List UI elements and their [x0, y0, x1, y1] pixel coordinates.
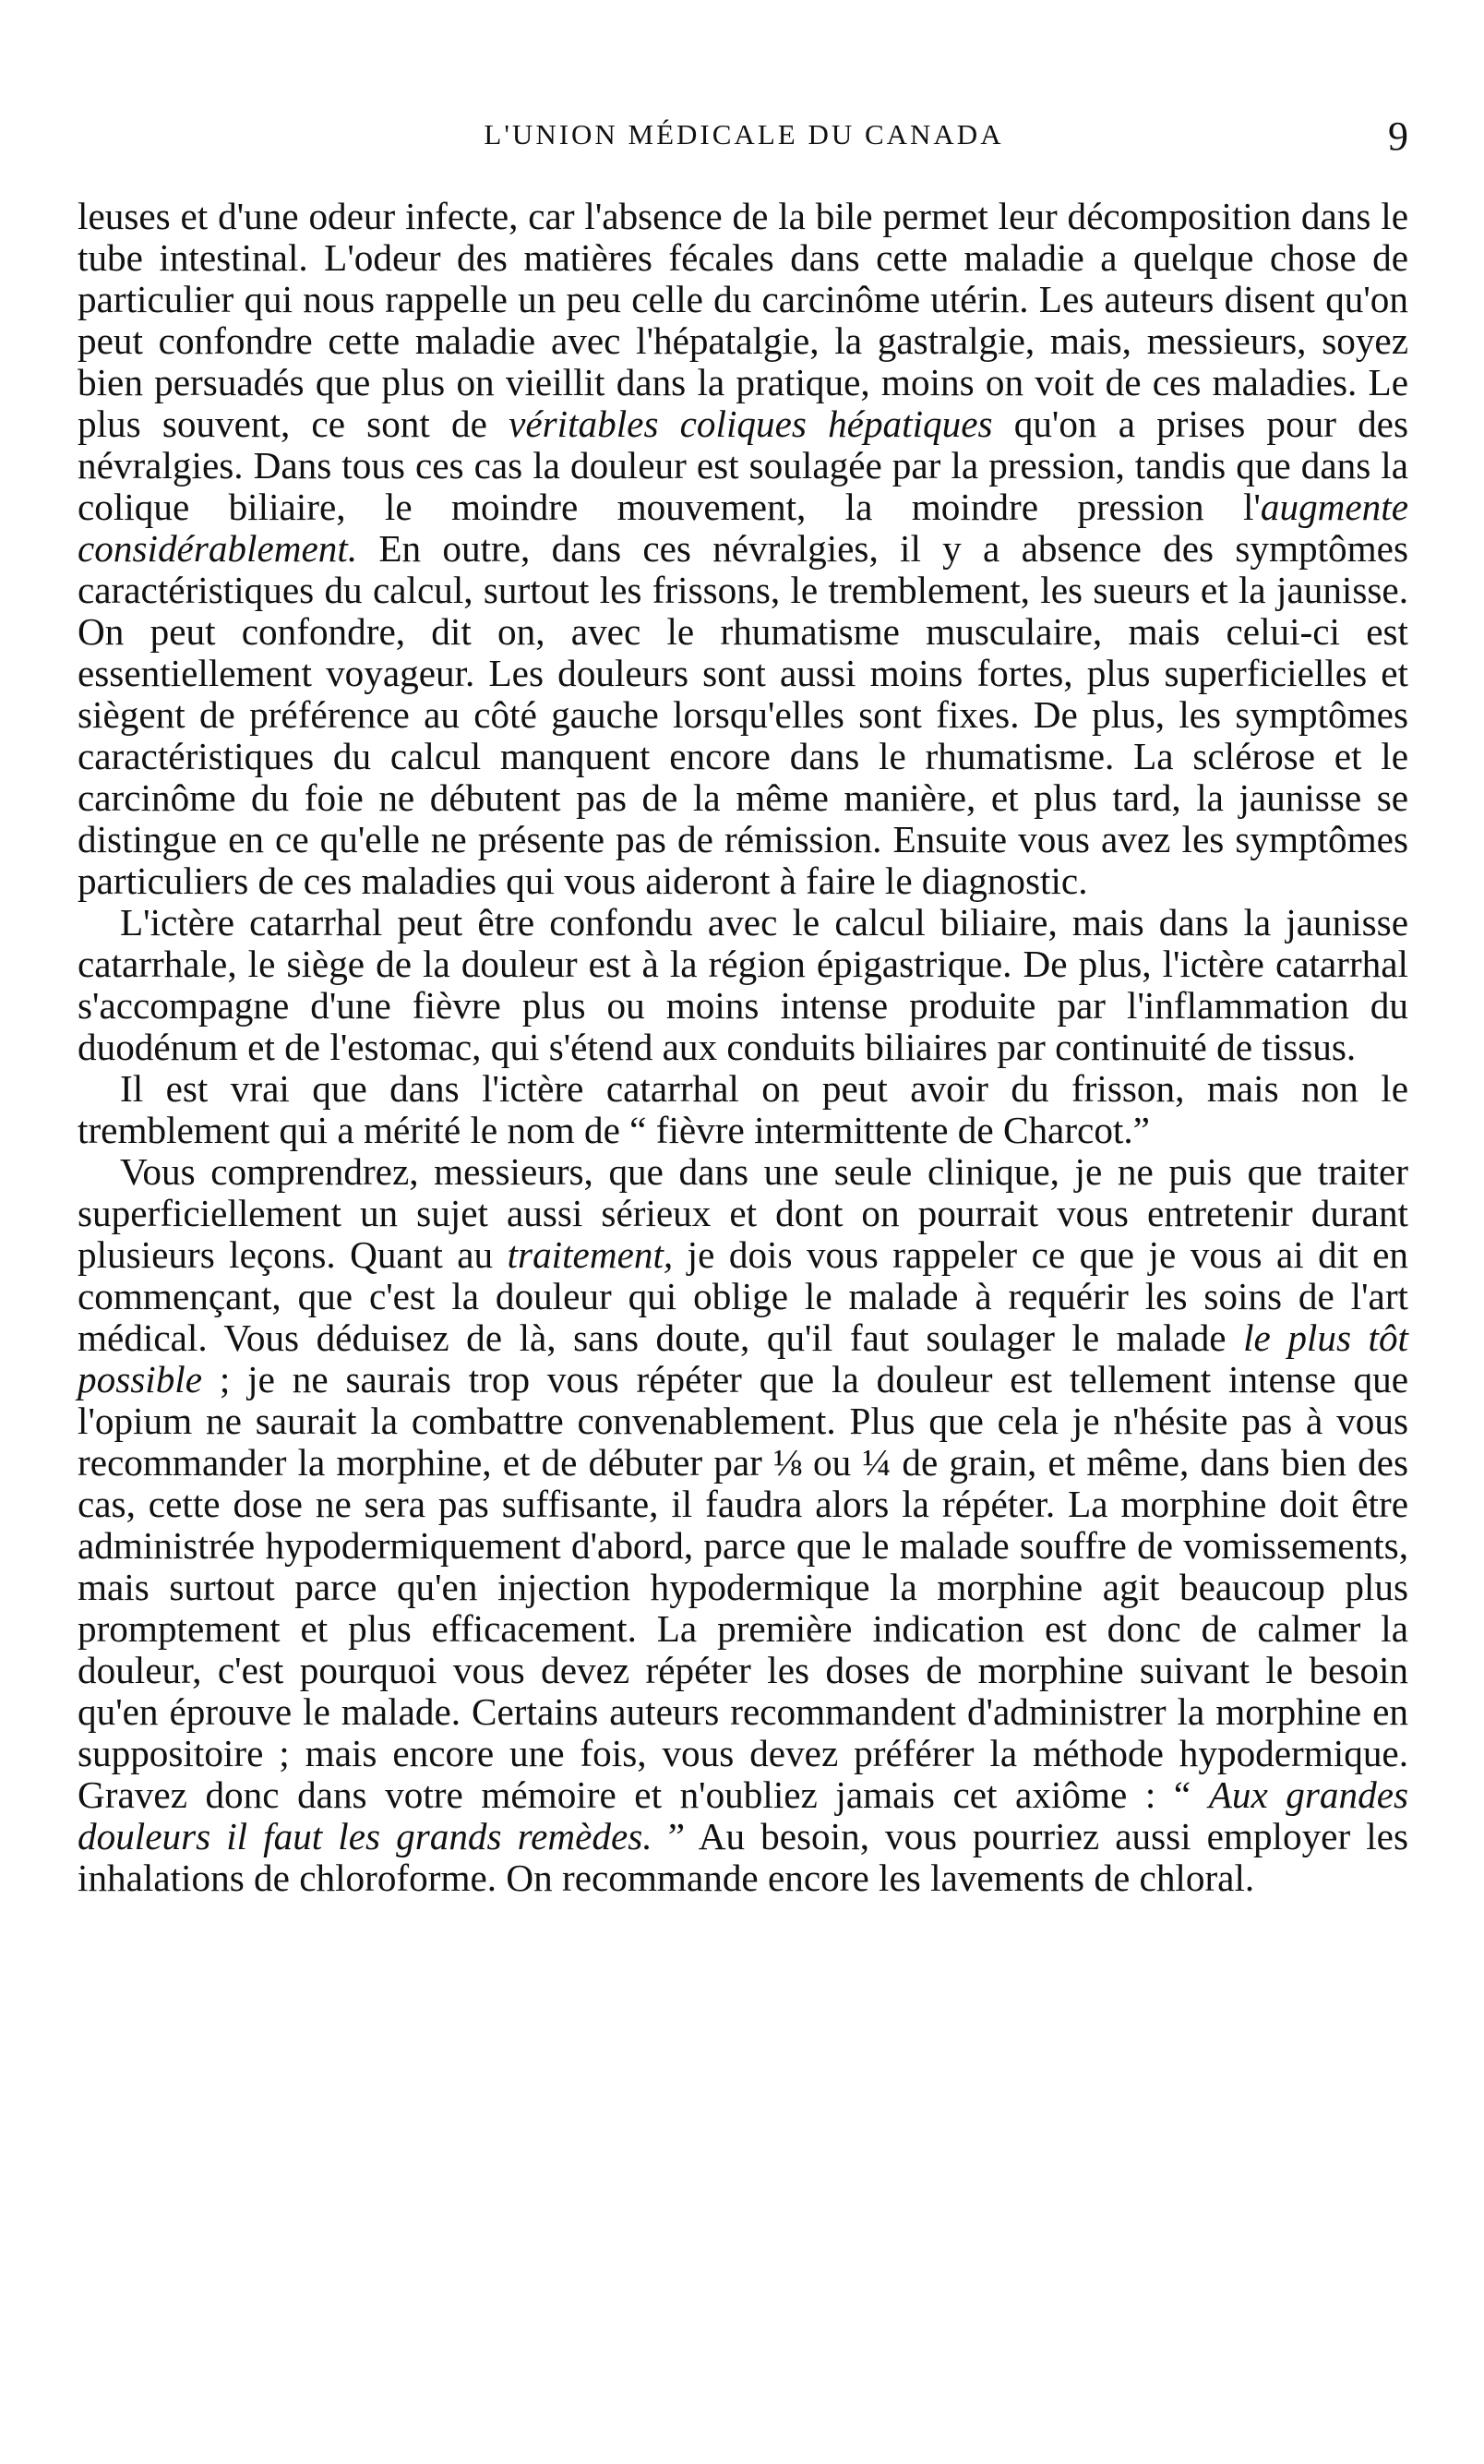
page-number: 9	[1388, 114, 1408, 159]
text-run: ; je ne saurais trop vous répéter que la douleur est tellement intense que l'opium ne saurait la combattre convenablement. Plus que cela je n'hésite pas à vous recommander la morphine, et de débuter par ⅛ ou ¼ de grain, et même, dans bien des cas, cette dose ne sera pas suffisante, il faudra alors la répéter. La morphine doit être administrée hypodermiquement d'abord, parce que le malade souffre de vomissements, mais surtout parce qu'en injection hypodermique la morphine agit beaucoup plus promptement et plus efficacement. La première indication est donc de calmer la douleur, c'est pourquoi vous devez répéter les doses de morphine suivant le besoin qu'en éprouve le malade. Certains auteurs recommandent d'administrer la morphine en suppositoire ; mais encore une fois, vous devez préférer la méthode hypodermique. Gravez donc dans votre mémoire et n'oubliez jamais cet axiôme : “	[78, 1358, 1408, 1816]
italic-run: augmente considérablement.	[78, 486, 1408, 570]
italic-run: Aux grandes douleurs il faut les grands remèdes.	[78, 1773, 1408, 1857]
text-run: En outre, dans ces névralgies, il y a absence des symptômes caractéristiques du calcul, surtout les frissons, le tremblement, les sueurs et la jaunisse. On peut confondre, dit on, avec le rhumatisme musculaire, mais celui-ci est essentiellement voyageur. Les douleurs sont aussi moins fortes, plus superficielles et siègent de préférence au côté gauche lorsqu'elles sont fixes. De plus, les symptômes caractéristiques du calcul manquent encore dans le rhumatisme. La sclérose et le carcinôme du foie ne débutent pas de la même manière, et plus tard, la jaunisse se distingue en ce qu'elle ne présente pas de rémission. Ensuite vous avez les symptômes particuliers de ces maladies qui vous aideront à faire le diagnostic.	[78, 527, 1408, 902]
italic-run: véritables coliques hépatiques	[509, 403, 993, 445]
paragraph-4	[78, 1151, 1408, 1899]
paragraph-1	[78, 196, 1408, 902]
text-run: ” Au besoin, vous pourriez aussi employer les inhalations de chloroforme. On recommande encore les lavements de chloral.	[78, 1815, 1408, 1899]
italic-run: le plus tôt possible	[78, 1316, 1408, 1400]
text-run: je dois vous rappeler ce que je vous ai dit en commençant, que c'est la douleur qui oblige le malade à requérir les soins de l'art médical. Vous déduisez de là, sans doute, qu'il faut soulager le malade	[78, 1233, 1408, 1359]
body-text	[78, 196, 1408, 1899]
running-title: L'UNION MÉDICALE DU CANADA	[484, 118, 1004, 150]
text-run: qu'on a prises pour des névralgies. Dans tous ces cas la douleur est soulagée par la pression, tandis que dans la colique biliaire, le moindre mouvement, la moindre pression l'	[78, 403, 1408, 528]
text-run: leuses et d'une odeur infecte, car l'absence de la bile permet leur décomposition dans le tube intestinal. L'odeur des matières fécales dans cette maladie a quelque chose de particulier qui nous rappelle un peu celle du carcinôme utérin. Les auteurs disent qu'on peut confondre cette maladie avec l'hépatalgie, la gastralgie, mais, messieurs, soyez bien persuadés que plus on vieillit dans la pratique, moins on voit de ces maladies. Le plus souvent, ce sont de	[78, 195, 1408, 445]
text-run: Vous comprendrez, messieurs, que dans une seule clinique, je ne puis que traiter superficiellement un sujet aussi sérieux et dont on pourrait vous entretenir durant plusieurs leçons. Quant au	[78, 1150, 1408, 1276]
page-header	[79, 114, 1408, 164]
text-run: L'ictère catarrhal peut être confondu avec le calcul biliaire, mais dans la jaunisse catarrhale, le siège de la douleur est à la région épigastrique. De plus, l'ictère catarrhal s'accompagne d'une fièvre plus ou moins intense produite par l'inflammation du duodénum et de l'estomac, qui s'étend aux conduits biliaires par continuité de tissus.	[78, 901, 1408, 1068]
paragraph-3	[78, 1068, 1408, 1151]
italic-run: traitement,	[507, 1233, 674, 1276]
text-run: Il est vrai que dans l'ictère catarrhal on peut avoir du frisson, mais non le tremblement qui a mérité le nom de “ fièvre intermittente de Charcot.”	[78, 1067, 1408, 1151]
paragraph-2	[78, 902, 1408, 1068]
